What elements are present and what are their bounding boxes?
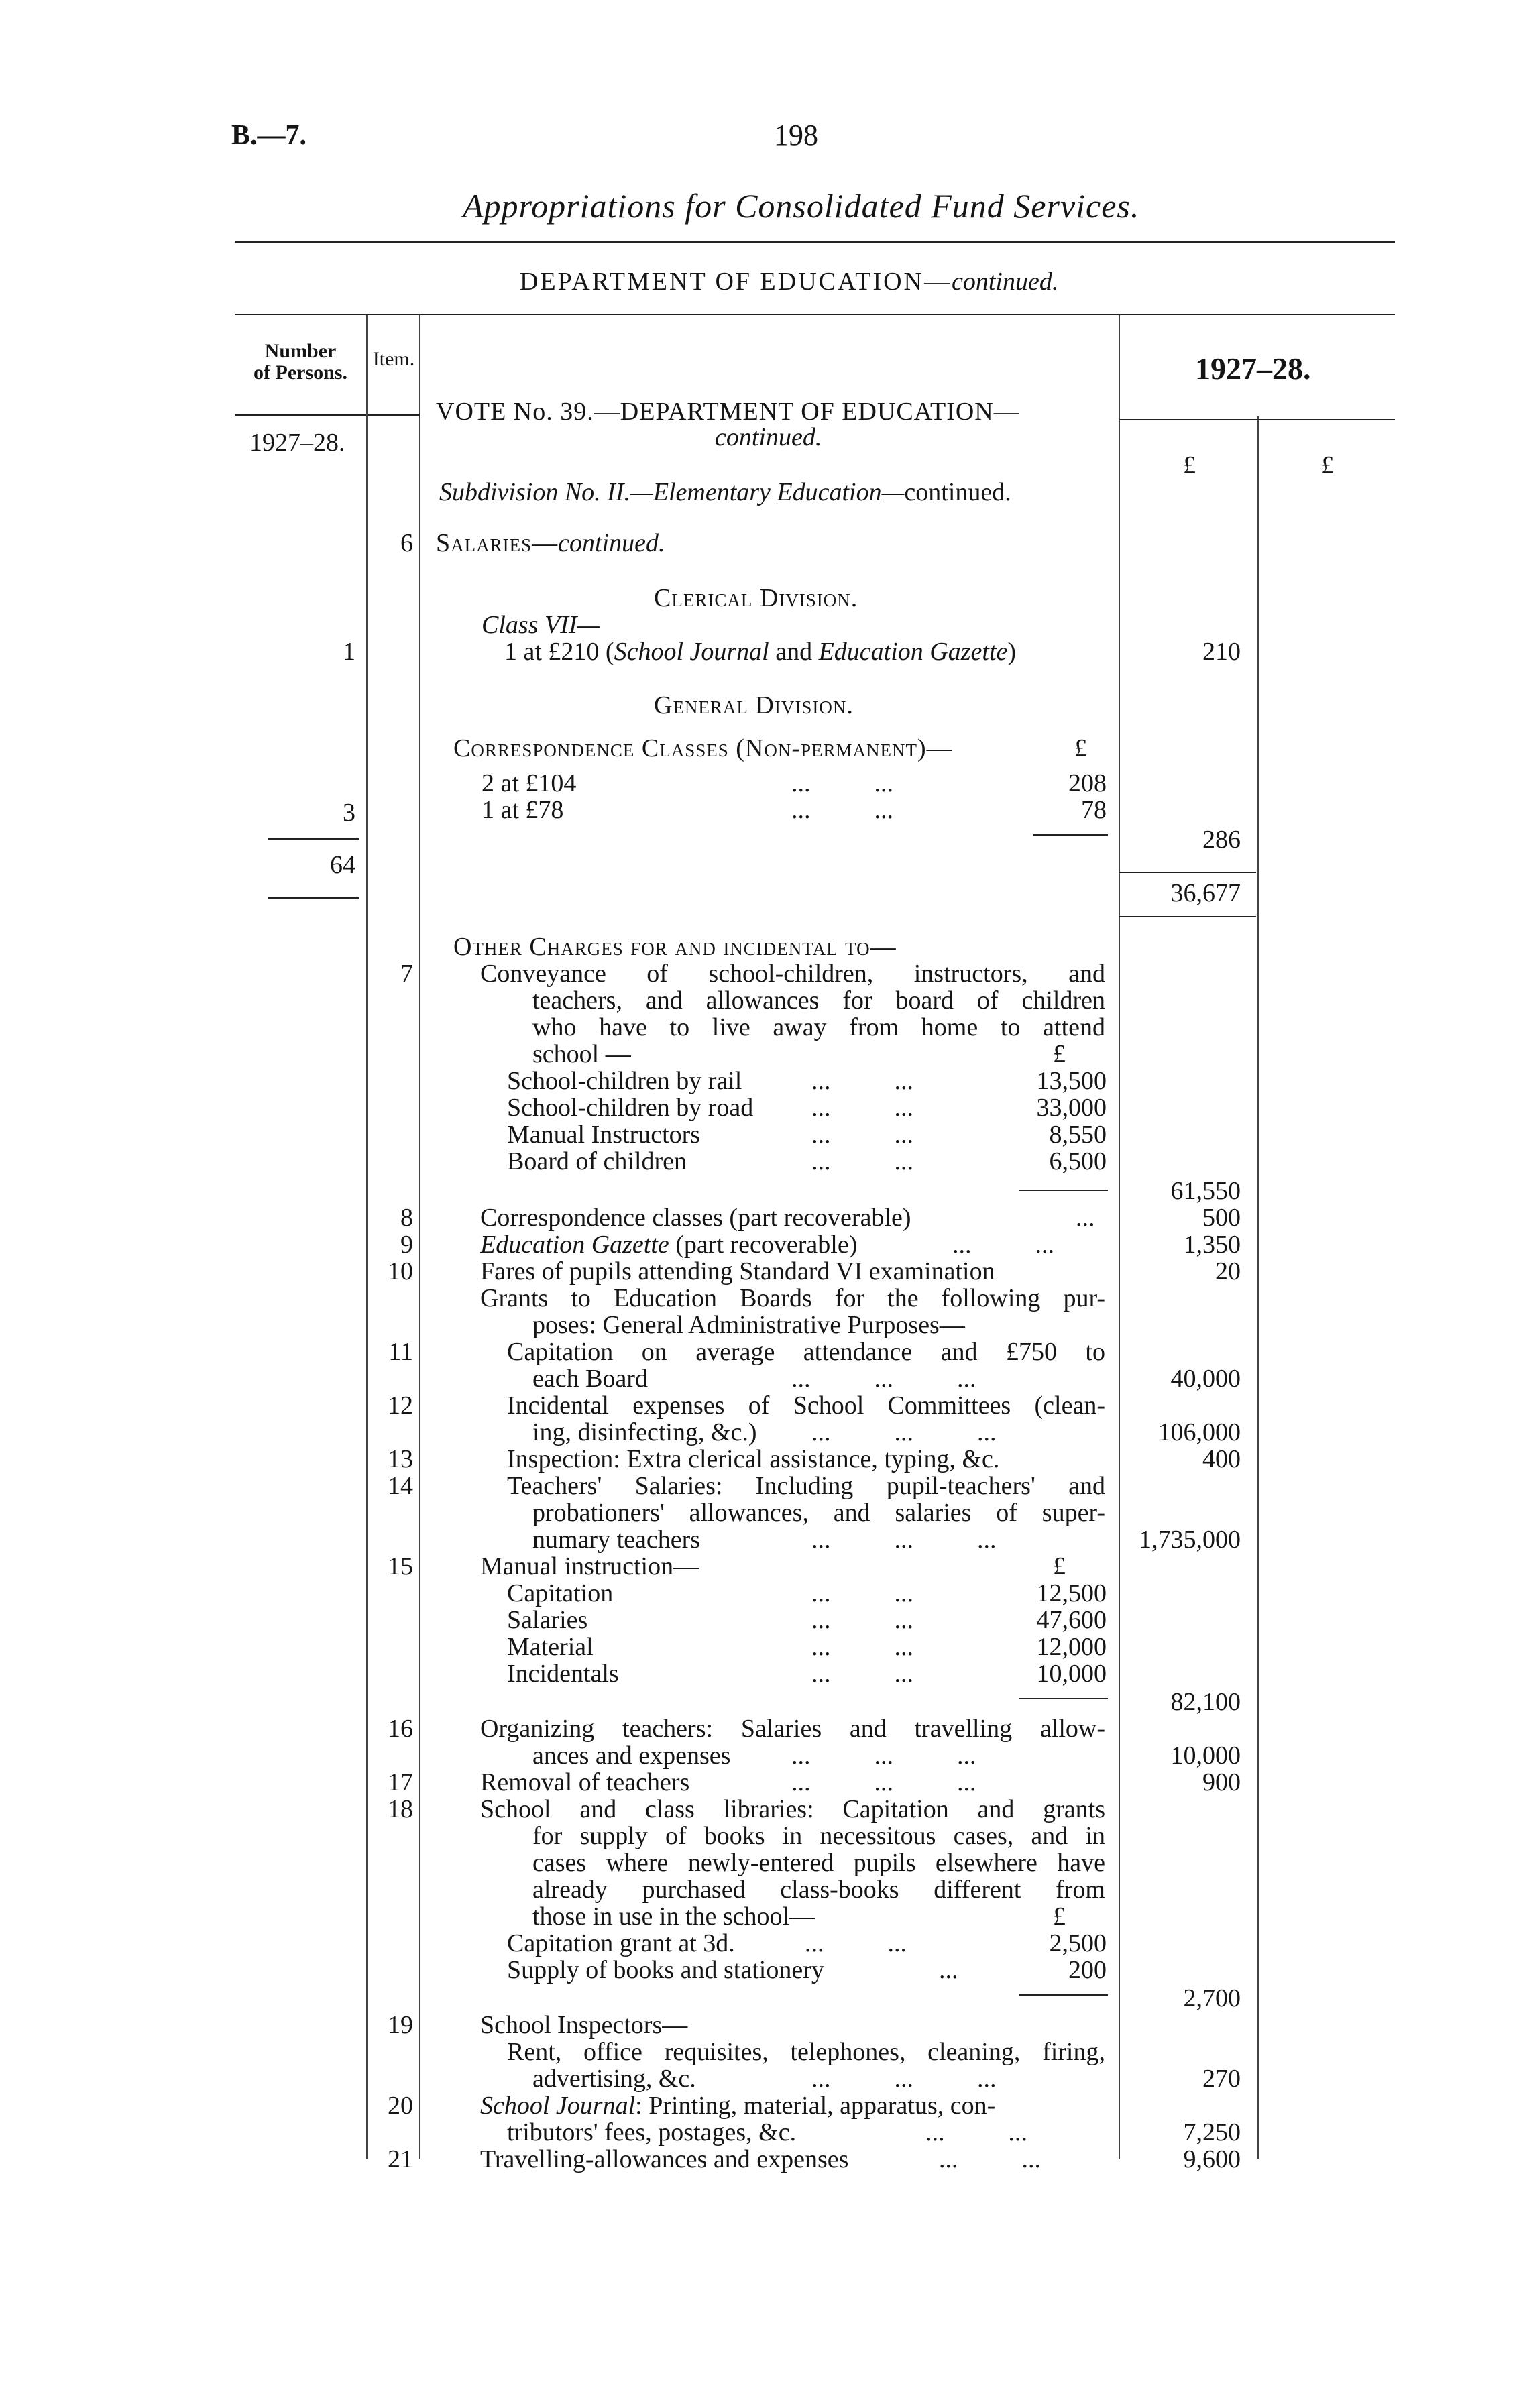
persons-total-rule (268, 897, 359, 899)
item-amount: 40,000 (1170, 1365, 1241, 1393)
subtotal-rule (1019, 1190, 1108, 1191)
leader-dots: ... ... ... (811, 1418, 997, 1446)
correspondence-line-label: 2 at £104 (482, 769, 577, 797)
item-amount: 1,350 (1183, 1230, 1241, 1259)
leader-dots: ... ... (811, 1147, 913, 1176)
item-text: Incidental expenses of School Committees (clean- (507, 1391, 1105, 1420)
item-text: Capitation on average attendance and £750 to (507, 1338, 1105, 1366)
conveyance-text-line: teachers, and allowances for board of children (532, 986, 1105, 1015)
clerical-persons: 1 (343, 638, 355, 666)
conveyance-text-line: school — (532, 1040, 631, 1068)
year-right-header: 1927–28. (1195, 351, 1311, 386)
subdivision-heading: Subdivision No. II.—Elementary Education—continued. (439, 478, 1011, 506)
item-number: 19 (388, 2011, 413, 2039)
item-amount: 7,250 (1183, 2118, 1241, 2146)
item-text: ing, disinfecting, &c.) (532, 1418, 757, 1446)
leader-dots: ... ... (805, 1929, 907, 1957)
year-head-rule (1119, 419, 1395, 420)
item-amount: 270 (1202, 2065, 1241, 2093)
correspondence-line-amount: 208 (1068, 769, 1107, 797)
subtotal-rule (1019, 1994, 1108, 1996)
item-text: numary teachers (532, 1526, 701, 1554)
item-amount: 500 (1202, 1204, 1241, 1232)
pound-header-a: £ (1183, 451, 1196, 479)
page-number: 198 (774, 119, 818, 152)
item-text: advertising, &c. (532, 2065, 696, 2093)
leader-dots: ... ... ... (811, 2065, 997, 2093)
conveyance-line-label: School-children by road (507, 1094, 754, 1122)
item-number: 13 (388, 1445, 413, 1473)
salaries-total-underline (1119, 916, 1256, 917)
leader-dots: ... (1076, 1204, 1095, 1232)
item-text: cases where newly-entered pupils elsewhere have (532, 1849, 1105, 1877)
leader-dots: ... ... (811, 1660, 913, 1688)
item-amount: 20 (1215, 1257, 1241, 1285)
item-number: 14 (388, 1472, 413, 1500)
item-text: School Journal: Printing, material, apparatus, con- (480, 2091, 996, 2120)
item-text: Education Gazette (part recoverable) (480, 1230, 858, 1259)
pound-header-b: £ (1321, 451, 1334, 479)
general-persons: 3 (343, 799, 355, 827)
item-number: 6 (400, 529, 413, 557)
manual-line-amount: 10,000 (1036, 1660, 1107, 1688)
year-left-header: 1927–28. (249, 428, 345, 457)
class-vii-label: Class VII— (482, 611, 600, 639)
item-amount: 9,600 (1183, 2145, 1241, 2173)
other-charges-heading: Other Charges for and incidental to— (453, 933, 897, 961)
item-text: School and class libraries: Capitation and grants (480, 1795, 1105, 1823)
item-text: Inspection: Extra clerical assistance, typing, &c. (507, 1445, 1000, 1473)
manual-line-amount: 12,500 (1036, 1579, 1107, 1607)
leader-dots: ... ... (952, 1230, 1054, 1259)
item-number: 20 (388, 2091, 413, 2120)
item-text: Fares of pupils attending Standard VI examination (480, 1257, 995, 1285)
item-number: 12 (388, 1391, 413, 1420)
leader-dots: ... ... (811, 1606, 913, 1634)
item-head-rule (368, 414, 420, 416)
leader-dots: ... ... (811, 1094, 913, 1122)
item-number: 10 (388, 1257, 413, 1285)
item-text: Manual instruction— (480, 1552, 699, 1581)
col-rule-item (419, 315, 420, 2159)
pound-subcolumn: £ (1053, 1902, 1066, 1931)
leader-dots: ... ... (791, 796, 893, 824)
leader-dots: ... ... (791, 769, 893, 797)
item-number: 7 (400, 960, 413, 988)
item-number: 8 (400, 1204, 413, 1232)
persons-subtotal-rule (268, 838, 359, 840)
library-line-label: Supply of books and stationery (507, 1956, 824, 1984)
running-title: Appropriations for Consolidated Fund Services. (463, 187, 1140, 225)
leader-dots: ... ... ... (791, 1768, 976, 1796)
leader-dots: ... (939, 1956, 958, 1984)
correspondence-line-amount: 78 (1081, 796, 1107, 824)
manual-total: 82,100 (1170, 1688, 1241, 1716)
library-line-label: Capitation grant at 3d. (507, 1929, 735, 1957)
salaries-total-rule (1119, 872, 1256, 873)
leader-dots: ... ... (925, 2118, 1027, 2146)
col-rule-amount (1257, 416, 1259, 2159)
conveyance-line-label: Manual Instructors (507, 1121, 701, 1149)
grants-text-line: Grants to Education Boards for the following pur- (480, 1284, 1105, 1312)
manual-line-amount: 12,000 (1036, 1633, 1107, 1661)
manual-line-label: Capitation (507, 1579, 614, 1607)
item-number: 17 (388, 1768, 413, 1796)
item-text: Correspondence classes (part recoverable) (480, 1204, 911, 1232)
subtotal-rule (1019, 1698, 1108, 1699)
clerical-division-heading: Clerical Division. (654, 584, 858, 612)
conveyance-text-line: Conveyance of school-children, instructors, and (480, 960, 1105, 988)
item-text: probationers' allowances, and salaries of super- (532, 1499, 1105, 1527)
item-text: Rent, office requisites, telephones, cleaning, firing, (507, 2038, 1105, 2066)
item-number: 18 (388, 1795, 413, 1823)
item-amount: 10,000 (1170, 1741, 1241, 1770)
table-top-rule (235, 314, 1395, 315)
item-number: 21 (388, 2145, 413, 2173)
conveyance-line-amount: 6,500 (1049, 1147, 1107, 1176)
item-amount: 400 (1202, 1445, 1241, 1473)
conveyance-line-label: School-children by rail (507, 1067, 742, 1095)
subtotal-rule (1033, 834, 1108, 836)
conveyance-line-amount: 33,000 (1036, 1094, 1107, 1122)
salaries-heading: Salaries—continued. (436, 529, 665, 557)
page-ref: B.—7. (231, 120, 307, 151)
library-line-amount: 200 (1068, 1956, 1107, 1984)
pound-subcolumn: £ (1053, 1552, 1066, 1581)
item-text: School Inspectors— (480, 2011, 688, 2039)
correspondence-line-label: 1 at £78 (482, 796, 564, 824)
number-of-persons-header: Number of Persons. (253, 340, 347, 384)
persons-head-rule (235, 414, 366, 416)
conveyance-line-label: Board of children (507, 1147, 687, 1176)
department-heading: DEPARTMENT OF EDUCATION—continued. (520, 268, 1059, 296)
conveyance-total: 61,550 (1170, 1177, 1241, 1205)
conveyance-text-line: who have to live away from home to attend (532, 1013, 1105, 1041)
item-number: 9 (400, 1230, 413, 1259)
leader-dots: ... ... ... (791, 1741, 976, 1770)
header-rule (235, 241, 1395, 243)
item-text: already purchased class-books different from (532, 1876, 1105, 1904)
item-number: 15 (388, 1552, 413, 1581)
item-text: for supply of books in necessitous cases, and in (532, 1822, 1105, 1850)
leader-dots: ... ... (811, 1633, 913, 1661)
conveyance-line-amount: 8,550 (1049, 1121, 1107, 1149)
library-line-amount: 2,500 (1049, 1929, 1107, 1957)
leader-dots: ... ... (939, 2145, 1041, 2173)
col-rule-text (1119, 315, 1120, 2159)
vote-title-continued: continued. (715, 423, 822, 451)
item-text: Teachers' Salaries: Including pupil-teachers' and (507, 1472, 1105, 1500)
salaries-total: 36,677 (1170, 879, 1241, 907)
conveyance-line-amount: 13,500 (1036, 1067, 1107, 1095)
clerical-amount: 210 (1202, 638, 1241, 666)
general-total: 286 (1202, 825, 1241, 854)
item-text: ances and expenses (532, 1741, 731, 1770)
manual-line-amount: 47,600 (1036, 1606, 1107, 1634)
item-amount: 1,735,000 (1139, 1526, 1241, 1554)
item-amount: 900 (1202, 1768, 1241, 1796)
leader-dots: ... ... (811, 1121, 913, 1149)
manual-line-label: Salaries (507, 1606, 588, 1634)
pound-subcolumn: £ (1053, 1040, 1066, 1068)
leader-dots: ... ... (811, 1067, 913, 1095)
item-header: Item. (372, 348, 415, 370)
pound-subcolumn: £ (1074, 734, 1087, 762)
item-text: Organizing teachers: Salaries and travelling allow- (480, 1715, 1105, 1743)
correspondence-heading: Correspondence Classes (Non-permanent)— (453, 734, 953, 762)
item-text: tributors' fees, postages, &c. (507, 2118, 797, 2146)
manual-line-label: Material (507, 1633, 594, 1661)
item-text: those in use in the school— (532, 1902, 815, 1931)
library-total: 2,700 (1183, 1984, 1241, 2012)
vote-title: VOTE No. 39.—DEPARTMENT OF EDUCATION— (436, 398, 1020, 426)
general-division-heading: General Division. (654, 691, 854, 720)
persons-total: 64 (330, 851, 355, 879)
leader-dots: ... ... ... (811, 1526, 997, 1554)
leader-dots: ... ... ... (791, 1365, 976, 1393)
item-text: each Board (532, 1365, 648, 1393)
item-number: 16 (388, 1715, 413, 1743)
item-number: 11 (388, 1338, 413, 1366)
clerical-line: 1 at £210 (School Journal and Education Gazette) (504, 638, 1017, 666)
grants-text-line: poses: General Administrative Purposes— (532, 1311, 965, 1339)
item-text: Travelling-allowances and expenses (480, 2145, 849, 2173)
leader-dots: ... ... (811, 1579, 913, 1607)
manual-line-label: Incidentals (507, 1660, 619, 1688)
item-amount: 106,000 (1158, 1418, 1241, 1446)
item-text: Removal of teachers (480, 1768, 690, 1796)
